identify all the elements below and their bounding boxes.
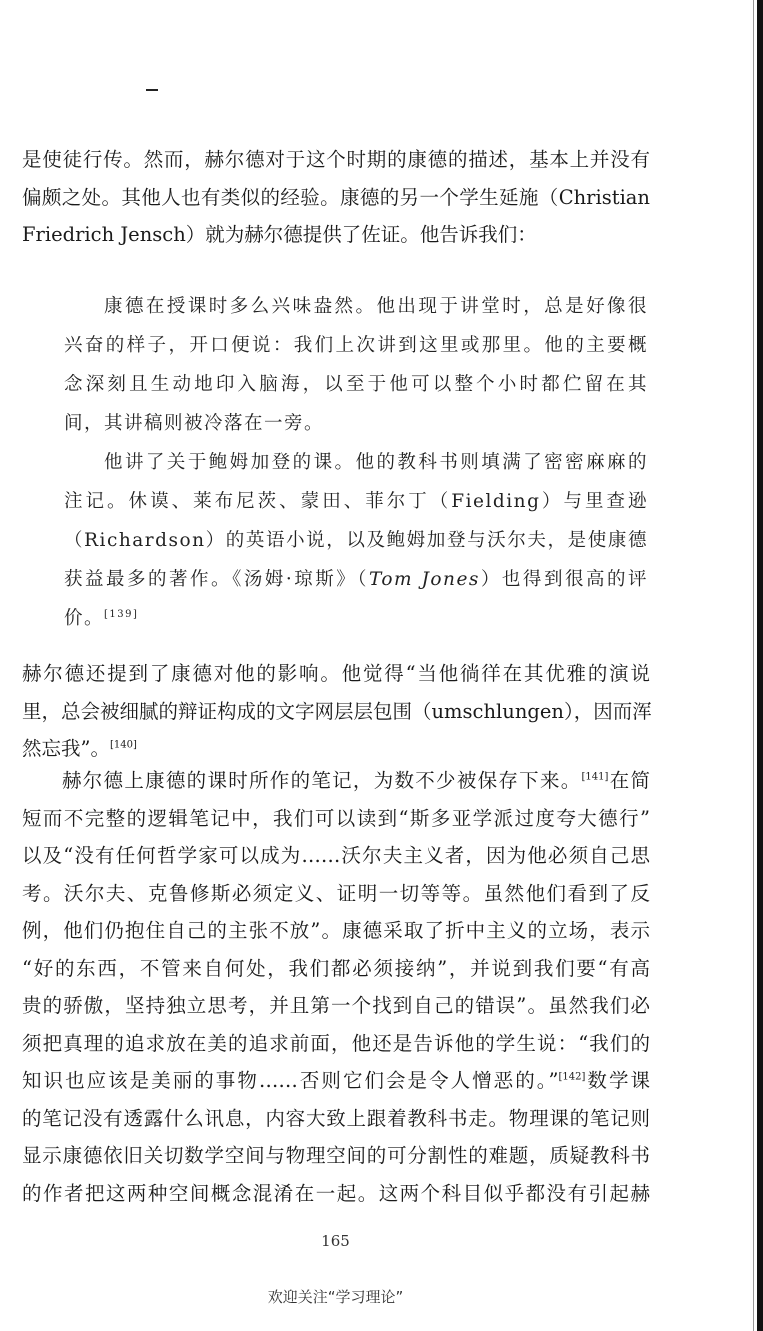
text-line: 须把真理的追求放在美的追求前面，他还是告诉他的学生说：“我们的 (22, 1031, 650, 1055)
text-line: 显示康德依旧关切数学空间与物理空间的可分割性的难题，质疑教科书 (22, 1144, 650, 1167)
paragraph-1 (22, 141, 650, 254)
scan-edge-line (753, 0, 754, 1331)
text-line: 贵的骄傲，坚持独立思考，并且第一个找到自己的错误”。虽然我们必 (22, 994, 650, 1017)
text-segment: 数学课 (585, 1069, 650, 1092)
footnote-ref-139: [139] (104, 608, 139, 620)
text-line: 的笔记没有透露什么讯息，内容大致上跟着教科书走。物理课的笔记则 (22, 1106, 650, 1130)
text-line (22, 1062, 650, 1100)
quote-line: （Richardson）的英语小说，以及鲍姆加登与沃尔夫，是使康德 (64, 530, 648, 551)
text-line: 偏颇之处。其他人也有类似的经验。康德的另一个学生延施（Christian (22, 185, 650, 209)
text-line: Friedrich Jensch）就为赫尔德提供了佐证。他告诉我们： (22, 223, 537, 246)
text-line: 例，他们仍抱住自己的主张不放”。康德采取了折中主义的立场，表示 (22, 919, 650, 942)
text-line: 是使徒行传。然而，赫尔德对于这个时期的康德的描述，基本上并没有 (22, 148, 650, 171)
footnote-ref-140: [140] (109, 739, 137, 751)
quote-line: 注记。休谟、莱布尼茨、蒙田、菲尔丁（Fielding）与里查逊 (64, 491, 648, 512)
text-segment: 知识也应该是美丽的事物……否则它们会是令人憎恶的。” (22, 1069, 559, 1092)
footnote-ref-141: [141] (581, 771, 609, 783)
text-line: 里，总会被细腻的辩证构成的文字网层层包围（umschlungen），因而浑 (22, 699, 652, 723)
text-line: 的作者把这两种空间概念混淆在一起。这两个科目似乎都没有引起赫 (22, 1181, 650, 1205)
text-line: 考。沃尔夫、克鲁修斯必须定义、证明一切等等。虽然他们看到了反 (22, 881, 650, 905)
quote-line: 兴奋的样子，开口便说：我们上次讲到这里或那里。他的主要概 (64, 335, 648, 356)
paragraph-2 (22, 655, 650, 768)
scan-edge-border (757, 0, 763, 1331)
footnote-ref-142: [142] (558, 1071, 586, 1083)
quote-text: 价。 (64, 608, 105, 629)
text-segment: 然忘我”。 (22, 737, 110, 760)
quote-text: 获益最多的著作。《汤姆·琼斯》（ (64, 569, 370, 590)
scan-mark (146, 89, 158, 91)
page-number: 165 (321, 1232, 350, 1250)
book-title-english: Tom Jones (369, 569, 480, 590)
quote-line (64, 560, 648, 599)
block-quote (64, 287, 648, 638)
text-segment: 赫尔德上康德的课时所作的笔记，为数不少被保存下来。 (62, 769, 582, 792)
quote-line: 念深刻且生动地印入脑海，以至于他可以整个小时都伫留在其 (64, 374, 648, 395)
text-line: 以及“没有任何哲学家可以成为……沃尔夫主义者，因为他必须自己思 (22, 844, 650, 867)
text-line: “好的东西，不管来自何处，我们都必须接纳”，并说到我们要“有高 (22, 956, 650, 980)
text-segment: 在简 (608, 769, 650, 792)
quote-text: ）也得到很高的评 (479, 569, 648, 590)
quote-line: 康德在授课时多么兴味盎然。他出现于讲堂时，总是好像很 (104, 296, 648, 317)
text-line: 短而不完整的逻辑笔记中，我们可以读到“斯多亚学派过度夸大德行” (22, 806, 650, 830)
quote-line: 他讲了关于鲍姆加登的课。他的教科书则填满了密密麻麻的 (104, 452, 648, 473)
text-line (22, 762, 650, 800)
footer-note: 欢迎关注“学习理论” (267, 1288, 404, 1306)
quote-line (64, 599, 648, 638)
quote-line: 间，其讲稿则被冷落在一旁。 (64, 413, 325, 434)
text-line: 赫尔德还提到了康德对他的影响。他觉得“当他徜徉在其优雅的演说 (22, 662, 650, 685)
paragraph-3 (22, 762, 650, 1212)
